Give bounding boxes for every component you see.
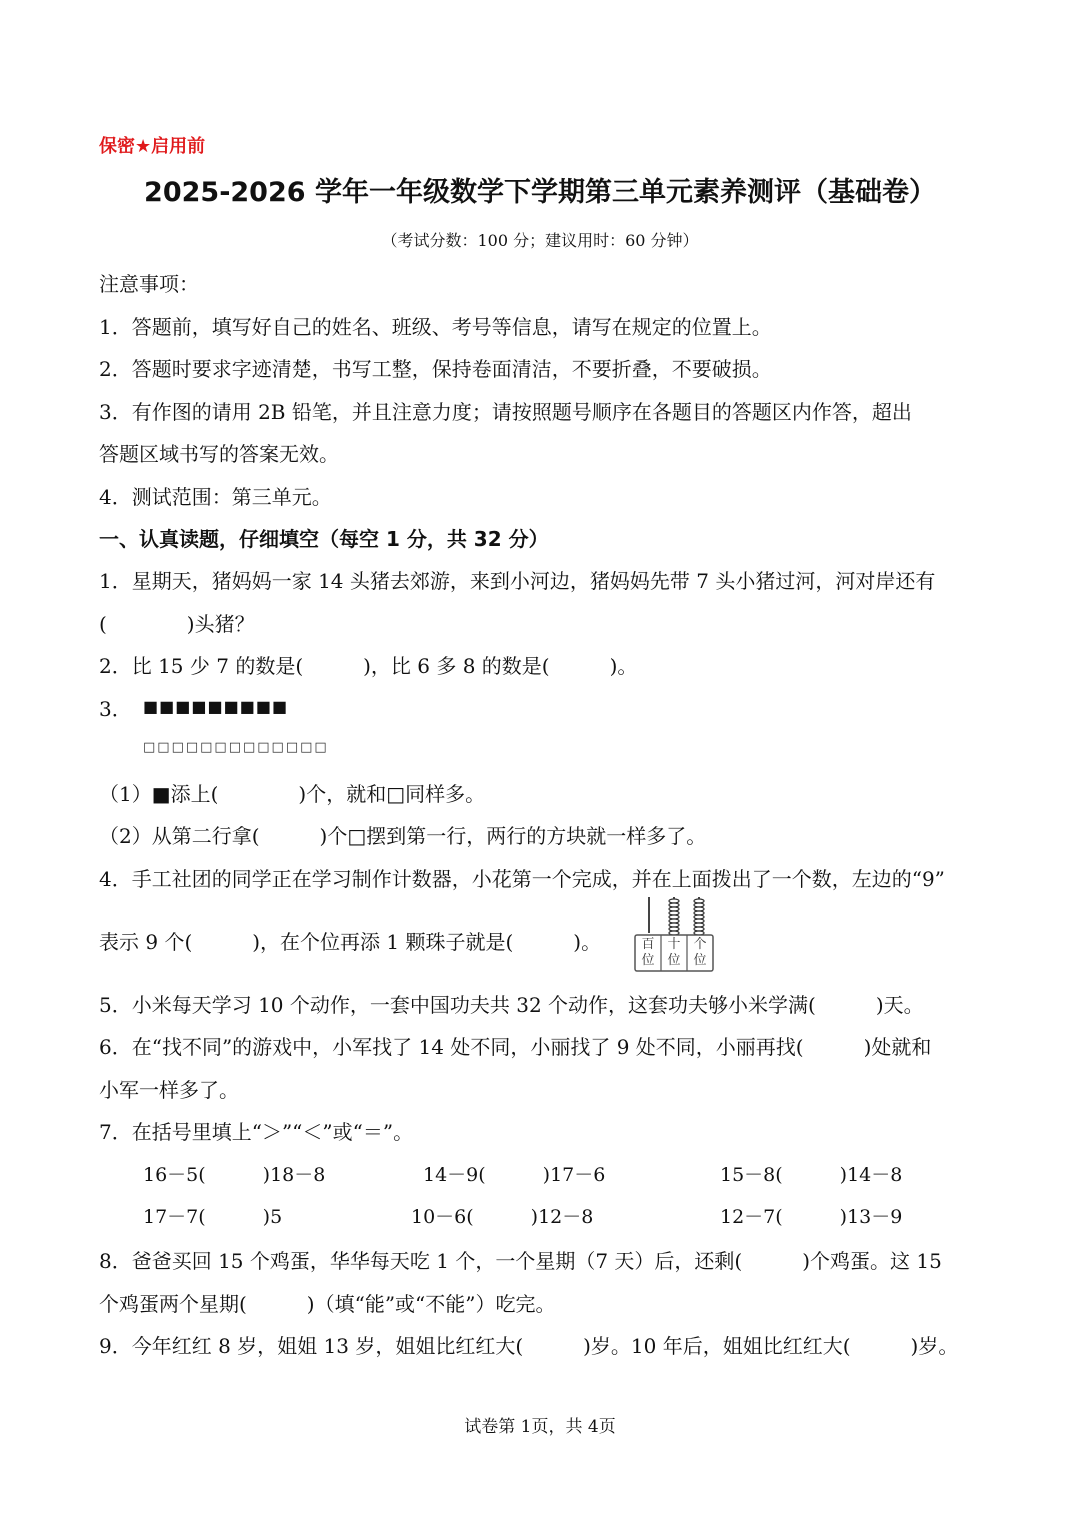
compare-item: 15－8( )14－8 xyxy=(720,1164,903,1186)
question-9: 9．今年红红 8 岁，姐姐 13 岁，姐姐比红红大( )岁。10 年后，姐姐比红红大( )岁。 xyxy=(99,1334,959,1358)
question-7: 7．在括号里填上“＞”“＜”或“＝”。 xyxy=(99,1120,414,1144)
compare-item: 16－5( )18－8 xyxy=(143,1164,326,1186)
note-item: 4．测试范围：第三单元。 xyxy=(99,485,332,509)
compare-item: 10－6( )12－8 xyxy=(411,1206,594,1228)
abacus-image xyxy=(631,893,717,979)
compare-item: 14－9( )17－6 xyxy=(423,1164,606,1186)
question-3-number: 3． xyxy=(99,697,132,721)
abacus-label-tens: 十位 xyxy=(667,937,681,968)
question-1-cont: ( )头猪？ xyxy=(99,612,255,636)
compare-item: 12－7( )13－9 xyxy=(720,1206,903,1228)
question-6-cont: 小军一样多了。 xyxy=(99,1078,239,1102)
question-2: 2．比 15 少 7 的数是( )，比 6 多 8 的数是( )。 xyxy=(99,654,638,678)
filled-squares-row: ■■■■■■■■■ xyxy=(143,697,289,716)
exam-title: 2025-2026 学年一年级数学下学期第三单元素养测评（基础卷） xyxy=(144,177,936,208)
question-6: 6．在“找不同”的游戏中，小军找了 14 处不同，小丽找了 9 处不同，小丽再找( )处就和 xyxy=(99,1035,932,1059)
question-4-cont: 表示 9 个( )，在个位再添 1 颗珠子就是( )。 xyxy=(99,930,602,954)
question-8-cont: 个鸡蛋两个星期( )（填“能”或“不能”）吃完。 xyxy=(99,1292,556,1316)
note-item: 3．有作图的请用 2B 铅笔，并且注意力度；请按照题号顺序在各题目的答题区内作答，超出 xyxy=(99,400,912,424)
compare-item: 17－7( )5 xyxy=(143,1206,283,1228)
page-footer: 试卷第 1页，共 4页 xyxy=(464,1417,616,1437)
confidential-label: 保密★启用前 xyxy=(99,136,206,157)
empty-squares-row: □□□□□□□□□□□□□ xyxy=(143,740,329,755)
section-heading: 一、认真读题，仔细填空（每空 1 分，共 32 分） xyxy=(99,527,549,551)
question-5: 5．小米每天学习 10 个动作，一套中国功夫共 32 个动作，这套功夫够小米学满( )天。 xyxy=(99,993,924,1017)
note-item: 1．答题前，填写好自己的姓名、班级、考号等信息，请写在规定的位置上。 xyxy=(99,315,772,339)
question-4: 4．手工社团的同学正在学习制作计数器，小花第一个完成，并在上面拨出了一个数，左边的“9” xyxy=(99,867,945,891)
notes-heading: 注意事项： xyxy=(99,272,199,296)
exam-subtitle: （考试分数：100 分；建议用时：60 分钟） xyxy=(381,231,699,250)
question-8: 8．爸爸买回 15 个鸡蛋，华华每天吃 1 个，一个星期（7 天）后，还剩( )个鸡蛋。这 15 xyxy=(99,1249,942,1273)
note-item: 2．答题时要求字迹清楚，书写工整，保持卷面清洁，不要折叠，不要破损。 xyxy=(99,357,772,381)
question-3-part-1: （1）■添上( )个，就和□同样多。 xyxy=(99,782,486,806)
abacus-label-ones: 个位 xyxy=(693,937,707,968)
question-3-part-2: （2）从第二行拿( )个□摆到第一行，两行的方块就一样多了。 xyxy=(99,824,707,848)
question-1: 1．星期天，猪妈妈一家 14 头猪去郊游，来到小河边，猪妈妈先带 7 头小猪过河，河对岸还有 xyxy=(99,569,936,593)
note-item: 答题区域书写的答案无效。 xyxy=(99,442,339,466)
abacus-label-hundreds: 百位 xyxy=(641,937,655,968)
